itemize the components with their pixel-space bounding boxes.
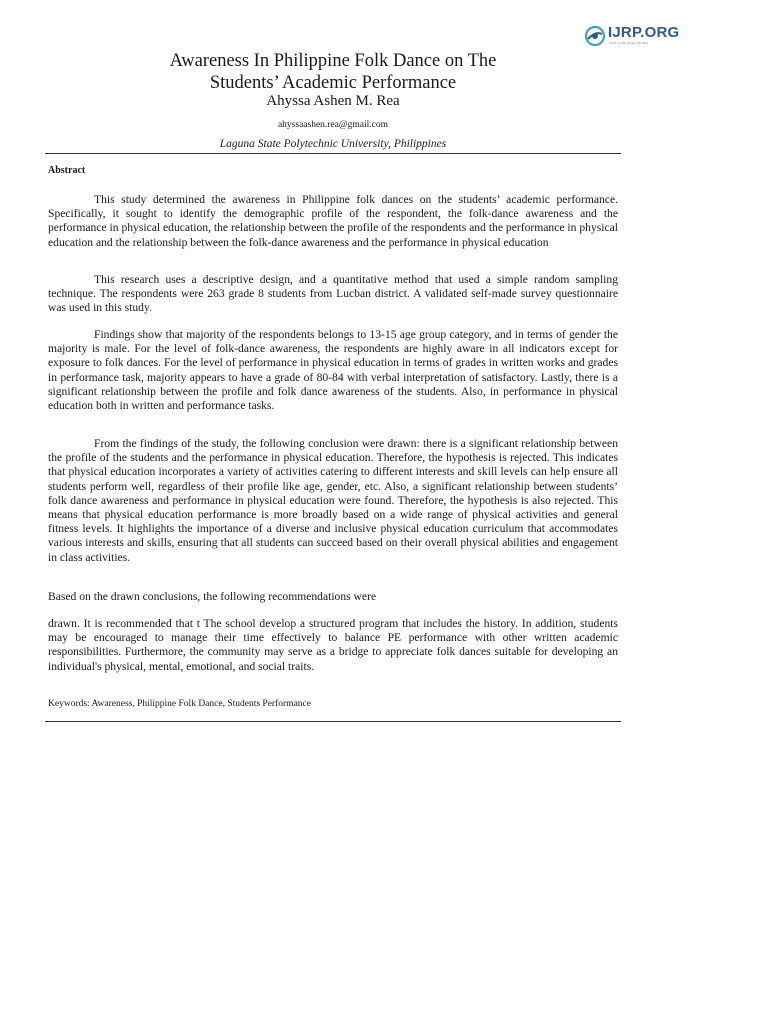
globe-icon — [584, 25, 606, 47]
keywords-line: Keywords: Awareness, Philippine Folk Dance, Students Performance — [48, 699, 311, 709]
abstract-paragraph: Based on the drawn conclusions, the following recommendations were — [48, 590, 377, 603]
paper-title — [90, 50, 576, 94]
logo-text: IJRP.ORG — [608, 24, 680, 41]
abstract-paragraph: From the findings of the study, the following conclusion were drawn: there is a significant relationship between the profile of the students and the performance in physical education. Therefore, the hypothesis is rejected. This indicates that physical education incorporates a variety of activities catering to different interests and skill levels can help ensure all students perform well, regardless of their profile like age, gender, etc. Also, a significant relationship between students’ folk dance awareness and performance in physical education were found. Therefore, the hypothesis is also rejected. This means that physical education performance is more broadly based on a wide range of physical activities and general fitness levels. It highlights the importance of a diverse and inclusive physical education curriculum that accommodates various interests and skills, ensuring that all students can succeed based on their overall physical abilities and engagement in class activities. — [48, 437, 618, 564]
abstract-heading: Abstract — [48, 165, 86, 176]
abstract-paragraph: drawn. It is recommended that t The school develop a structured program that includes the history. In addition, students may be encouraged to manage their time effectively to balance PE performance with other written academic responsibilities. Furthermore, the community may serve as a bridge to appreciate folk dances suitable for developing an individual's physical, mental, emotional, and social traits. — [48, 617, 618, 673]
abstract-paragraph: This study determined the awareness in Philippine folk dances on the students’ academic performance. Specifically, it sought to identify the demographic profile of the respondent, the folk-dance awareness and the performance in physical education, the relationship between the profile of the respondents and the performance in physical education and the relationship between the folk-dance awareness and the performance in physical education — [48, 193, 618, 249]
title-line-1: Awareness In Philippine Folk Dance on The — [169, 51, 497, 71]
journal-logo — [584, 22, 694, 52]
affiliation: Laguna State Polytechnic University, Philippines — [219, 138, 447, 150]
abstract-paragraph: This research uses a descriptive design, and a quantitative method that used a simple random sampling technique. The respondents were 263 grade 8 students from Lucban district. A validated self-made survey questionnaire was used in this study. — [48, 273, 618, 315]
title-line-2: Students’ Academic Performance — [209, 73, 457, 93]
header-divider — [45, 153, 621, 154]
footer-divider — [45, 721, 621, 722]
author-email: ahyssaashen.rea@gmail.com — [277, 120, 389, 130]
author-name: Ahyssa Ashen M. Rea — [266, 93, 400, 109]
logo-tagline: ISSN: 2708-3578 (ONLINE) — [609, 42, 649, 45]
abstract-paragraph: Findings show that majority of the respondents belongs to 13-15 age group category, and in terms of gender the majority is male. For the level of folk-dance awareness, the respondents are highly aware in all indicators except for exposure to folk dances. For the level of performance in physical education in terms of grades in written works and grades in performance task, majority appears to have a grade of 80-84 with verbal interpretation of satisfactory. Lastly, there is a significant relationship between the profile and folk dance awareness of the students. Also, in performance in physical education both in written and performance tasks. — [48, 328, 618, 413]
